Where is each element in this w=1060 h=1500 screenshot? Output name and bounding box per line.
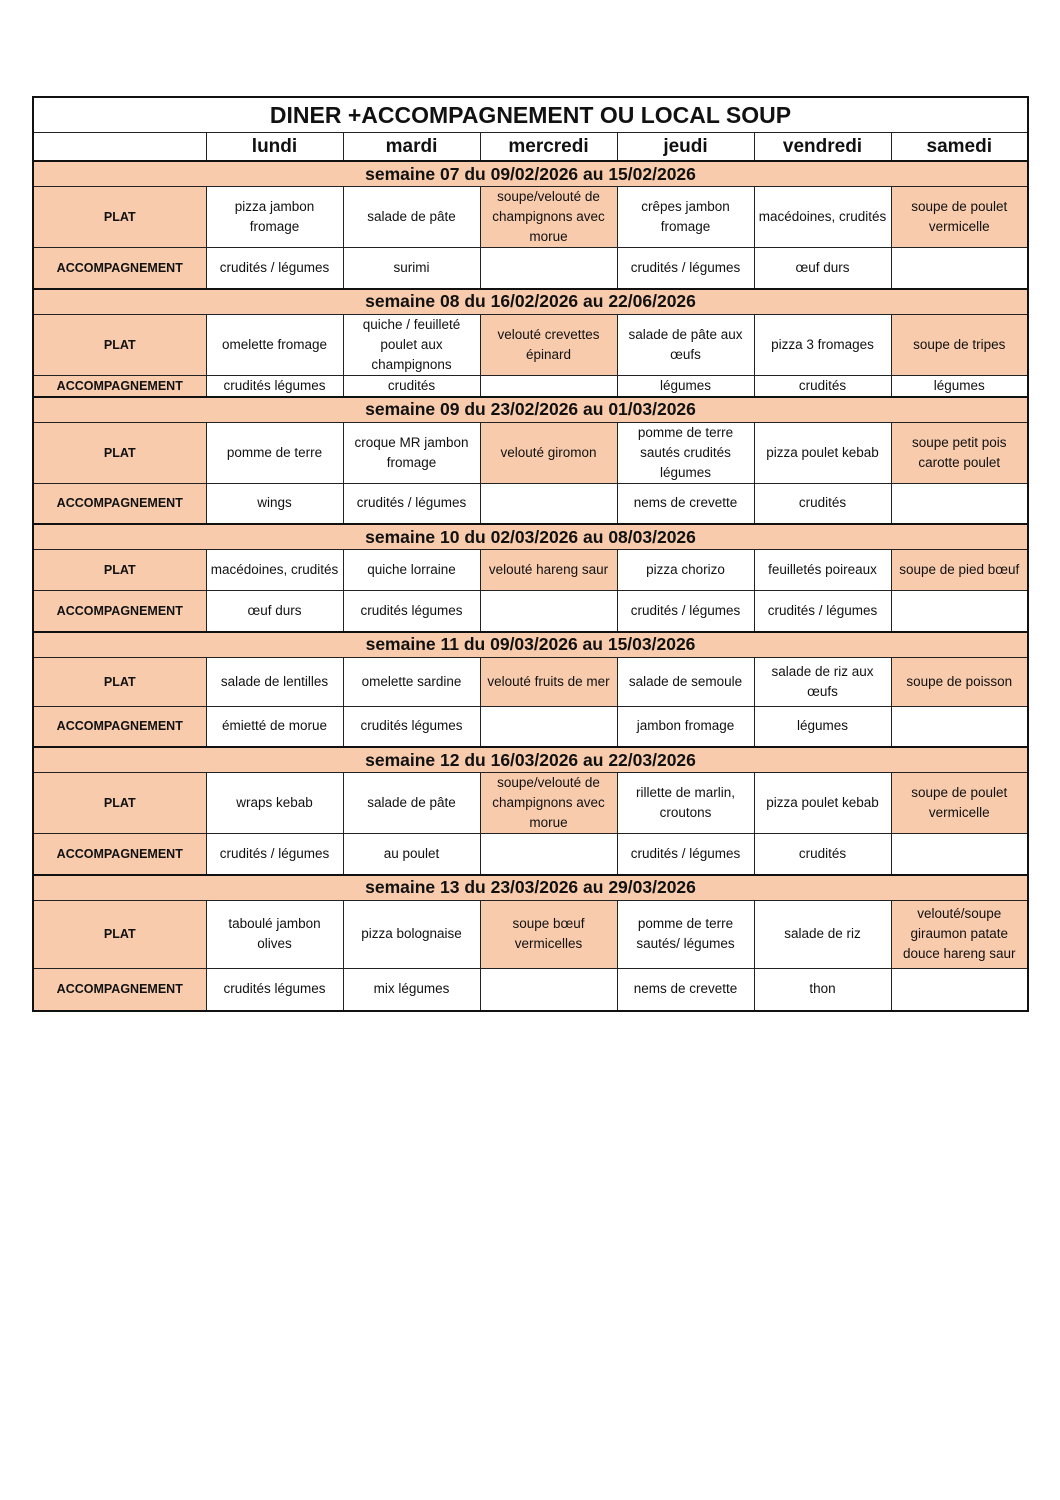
- plat-cell-jeudi: pomme de terre sautés crudités légumes: [617, 422, 754, 483]
- plat-cell-lundi: omelette fromage: [206, 314, 343, 375]
- day-header-jeudi: jeudi: [617, 133, 754, 162]
- accompagnement-cell-mardi: crudités légumes: [343, 706, 480, 747]
- week-header-row: [33, 875, 1028, 901]
- day-header-samedi: samedi: [891, 133, 1028, 162]
- accompagnement-cell-samedi: [891, 483, 1028, 524]
- accompagnement-cell-jeudi: crudités / légumes: [617, 591, 754, 632]
- week-header-row: [33, 397, 1028, 423]
- plat-cell-mardi: pizza bolognaise: [343, 900, 480, 968]
- accompagnement-cell-vendredi: crudités / légumes: [754, 591, 891, 632]
- week-title: semaine 10 du 02/03/2026 au 08/03/2026: [33, 524, 1028, 550]
- plat-cell-lundi: salade de lentilles: [206, 657, 343, 706]
- accompagnement-label: ACCOMPAGNEMENT: [33, 968, 206, 1011]
- accompagnement-cell-vendredi: thon: [754, 968, 891, 1011]
- plat-cell-mardi: salade de pâte: [343, 187, 480, 248]
- weekly-menu-table: [32, 96, 1029, 1012]
- accompagnement-cell-vendredi: crudités: [754, 483, 891, 524]
- plat-cell-vendredi: macédoines, crudités: [754, 187, 891, 248]
- accompagnement-cell-vendredi: crudités: [754, 375, 891, 397]
- accompagnement-label: ACCOMPAGNEMENT: [33, 483, 206, 524]
- accompagnement-cell-lundi: wings: [206, 483, 343, 524]
- week-header-row: [33, 289, 1028, 315]
- plat-cell-lundi: macédoines, crudités: [206, 550, 343, 591]
- plat-cell-mercredi: velouté fruits de mer: [480, 657, 617, 706]
- accompagnement-cell-mardi: au poulet: [343, 834, 480, 875]
- accompagnement-cell-vendredi: légumes: [754, 706, 891, 747]
- accompagnement-label: ACCOMPAGNEMENT: [33, 375, 206, 397]
- accompagnement-cell-jeudi: crudités / légumes: [617, 248, 754, 289]
- plat-cell-mardi: quiche lorraine: [343, 550, 480, 591]
- accompagnement-cell-mercredi: [480, 706, 617, 747]
- plat-cell-lundi: taboulé jambon olives: [206, 900, 343, 968]
- plat-cell-samedi: soupe petit pois carotte poulet: [891, 422, 1028, 483]
- accompagnement-row: [33, 375, 1028, 397]
- accompagnement-cell-lundi: crudités légumes: [206, 968, 343, 1011]
- accompagnement-label: ACCOMPAGNEMENT: [33, 706, 206, 747]
- plat-cell-mardi: croque MR jambon fromage: [343, 422, 480, 483]
- accompagnement-row: [33, 834, 1028, 875]
- plat-row: [33, 422, 1028, 483]
- accompagnement-row: [33, 591, 1028, 632]
- accompagnement-cell-mardi: crudités: [343, 375, 480, 397]
- plat-row: [33, 314, 1028, 375]
- plat-label: PLAT: [33, 314, 206, 375]
- plat-cell-vendredi: salade de riz: [754, 900, 891, 968]
- plat-cell-vendredi: feuilletés poireaux: [754, 550, 891, 591]
- plat-row: [33, 187, 1028, 248]
- week-header-row: [33, 747, 1028, 773]
- plat-cell-jeudi: crêpes jambon fromage: [617, 187, 754, 248]
- table-title: DINER +ACCOMPAGNEMENT OU LOCAL SOUP: [33, 97, 1028, 133]
- accompagnement-cell-jeudi: légumes: [617, 375, 754, 397]
- plat-cell-jeudi: rillette de marlin, croutons: [617, 773, 754, 834]
- accompagnement-cell-mardi: mix légumes: [343, 968, 480, 1011]
- plat-cell-mercredi: soupe bœuf vermicelles: [480, 900, 617, 968]
- plat-row: [33, 657, 1028, 706]
- plat-cell-mardi: salade de pâte: [343, 773, 480, 834]
- plat-cell-lundi: pizza jambon fromage: [206, 187, 343, 248]
- accompagnement-cell-jeudi: nems de crevette: [617, 483, 754, 524]
- plat-cell-samedi: soupe de poulet vermicelle: [891, 773, 1028, 834]
- corner-cell: [33, 133, 206, 162]
- plat-cell-mercredi: velouté giromon: [480, 422, 617, 483]
- day-header-row: [33, 133, 1028, 162]
- plat-cell-vendredi: pizza 3 fromages: [754, 314, 891, 375]
- accompagnement-cell-mercredi: [480, 375, 617, 397]
- plat-cell-vendredi: salade de riz aux œufs: [754, 657, 891, 706]
- accompagnement-row: [33, 483, 1028, 524]
- accompagnement-cell-samedi: [891, 834, 1028, 875]
- plat-label: PLAT: [33, 550, 206, 591]
- plat-cell-mercredi: soupe/velouté de champignons avec morue: [480, 773, 617, 834]
- accompagnement-row: [33, 248, 1028, 289]
- plat-cell-mercredi: soupe/velouté de champignons avec morue: [480, 187, 617, 248]
- plat-cell-vendredi: pizza poulet kebab: [754, 422, 891, 483]
- plat-label: PLAT: [33, 657, 206, 706]
- accompagnement-cell-mercredi: [480, 591, 617, 632]
- accompagnement-label: ACCOMPAGNEMENT: [33, 591, 206, 632]
- plat-cell-mardi: quiche / feuilleté poulet aux champignons: [343, 314, 480, 375]
- week-title: semaine 07 du 09/02/2026 au 15/02/2026: [33, 161, 1028, 187]
- plat-cell-samedi: soupe de pied bœuf: [891, 550, 1028, 591]
- plat-cell-samedi: soupe de tripes: [891, 314, 1028, 375]
- plat-label: PLAT: [33, 773, 206, 834]
- week-title: semaine 12 du 16/03/2026 au 22/03/2026: [33, 747, 1028, 773]
- accompagnement-cell-samedi: [891, 706, 1028, 747]
- plat-cell-samedi: soupe de poulet vermicelle: [891, 187, 1028, 248]
- plat-cell-jeudi: pomme de terre sautés/ légumes: [617, 900, 754, 968]
- plat-cell-jeudi: salade de semoule: [617, 657, 754, 706]
- plat-cell-jeudi: salade de pâte aux œufs: [617, 314, 754, 375]
- plat-cell-samedi: velouté/soupe giraumon patate douce hareng saur: [891, 900, 1028, 968]
- week-header-row: [33, 632, 1028, 658]
- plat-cell-samedi: soupe de poisson: [891, 657, 1028, 706]
- accompagnement-cell-mercredi: [480, 968, 617, 1011]
- week-title: semaine 09 du 23/02/2026 au 01/03/2026: [33, 397, 1028, 423]
- accompagnement-cell-samedi: [891, 248, 1028, 289]
- plat-cell-vendredi: pizza poulet kebab: [754, 773, 891, 834]
- plat-cell-mercredi: velouté crevettes épinard: [480, 314, 617, 375]
- day-header-vendredi: vendredi: [754, 133, 891, 162]
- plat-row: [33, 900, 1028, 968]
- day-header-lundi: lundi: [206, 133, 343, 162]
- plat-cell-mardi: omelette sardine: [343, 657, 480, 706]
- plat-cell-jeudi: pizza chorizo: [617, 550, 754, 591]
- plat-label: PLAT: [33, 187, 206, 248]
- day-header-mercredi: mercredi: [480, 133, 617, 162]
- accompagnement-row: [33, 968, 1028, 1011]
- plat-cell-lundi: wraps kebab: [206, 773, 343, 834]
- accompagnement-label: ACCOMPAGNEMENT: [33, 834, 206, 875]
- plat-cell-mercredi: velouté hareng saur: [480, 550, 617, 591]
- week-title: semaine 13 du 23/03/2026 au 29/03/2026: [33, 875, 1028, 901]
- accompagnement-cell-lundi: crudités légumes: [206, 375, 343, 397]
- accompagnement-cell-mardi: surimi: [343, 248, 480, 289]
- plat-row: [33, 773, 1028, 834]
- week-header-row: [33, 161, 1028, 187]
- accompagnement-cell-mercredi: [480, 248, 617, 289]
- accompagnement-cell-mercredi: [480, 483, 617, 524]
- week-header-row: [33, 524, 1028, 550]
- accompagnement-cell-mardi: crudités légumes: [343, 591, 480, 632]
- day-header-mardi: mardi: [343, 133, 480, 162]
- accompagnement-cell-mercredi: [480, 834, 617, 875]
- week-title: semaine 11 du 09/03/2026 au 15/03/2026: [33, 632, 1028, 658]
- accompagnement-row: [33, 706, 1028, 747]
- accompagnement-cell-jeudi: jambon fromage: [617, 706, 754, 747]
- accompagnement-cell-jeudi: crudités / légumes: [617, 834, 754, 875]
- accompagnement-cell-samedi: légumes: [891, 375, 1028, 397]
- accompagnement-cell-vendredi: œuf durs: [754, 248, 891, 289]
- accompagnement-cell-samedi: [891, 968, 1028, 1011]
- plat-label: PLAT: [33, 422, 206, 483]
- accompagnement-cell-lundi: crudités / légumes: [206, 834, 343, 875]
- accompagnement-cell-mardi: crudités / légumes: [343, 483, 480, 524]
- plat-cell-lundi: pomme de terre: [206, 422, 343, 483]
- menu-body: [33, 161, 1028, 1011]
- accompagnement-label: ACCOMPAGNEMENT: [33, 248, 206, 289]
- title-row: [33, 97, 1028, 133]
- accompagnement-cell-jeudi: nems de crevette: [617, 968, 754, 1011]
- accompagnement-cell-samedi: [891, 591, 1028, 632]
- plat-row: [33, 550, 1028, 591]
- accompagnement-cell-vendredi: crudités: [754, 834, 891, 875]
- week-title: semaine 08 du 16/02/2026 au 22/06/2026: [33, 289, 1028, 315]
- accompagnement-cell-lundi: crudités / légumes: [206, 248, 343, 289]
- accompagnement-cell-lundi: œuf durs: [206, 591, 343, 632]
- accompagnement-cell-lundi: émietté de morue: [206, 706, 343, 747]
- plat-label: PLAT: [33, 900, 206, 968]
